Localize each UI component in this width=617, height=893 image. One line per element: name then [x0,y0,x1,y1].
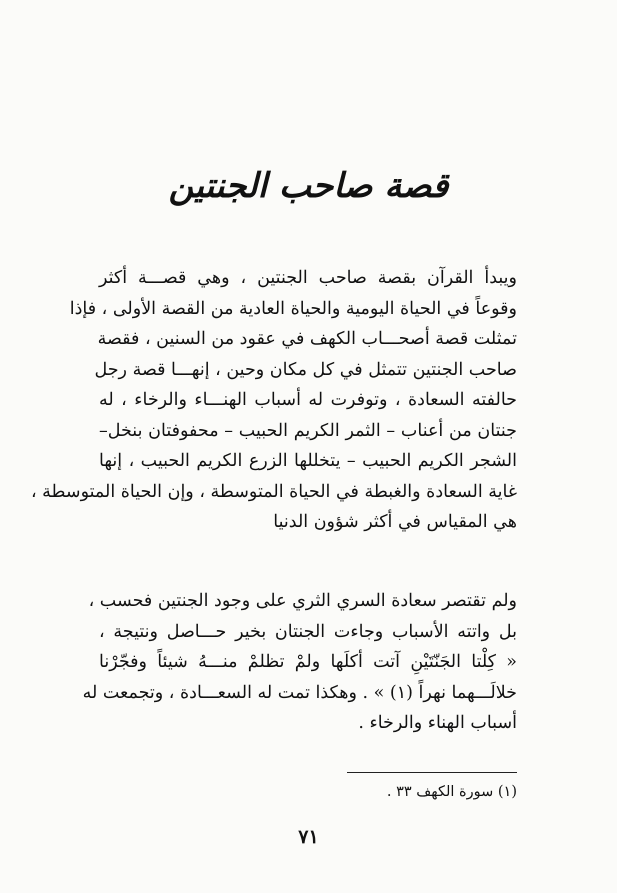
text-line: ويبدأ القرآن بقصة صاحب الجنتين ، وهي قصـــة أكثر [99,268,517,288]
text-line: جنتان من أعناب – الثمر الكريم الحبيب – محفوفتان بنخل– [99,420,517,441]
footnote-divider [347,772,517,773]
text-line: هي المقياس في أكثر شؤون الدنيا [273,512,517,532]
text-line: الشجر الكريم الحبيب – يتخللها الزرع الكريم الحبيب ، إنها [99,451,517,471]
text-line: خلالَـــهما نهراً (١) » . وهكذا تمت له السعـــادة ، وتجمعت له [82,682,517,703]
page-number: ٧١ [298,826,319,848]
text-line: وقوعاً في الحياة اليومية والحياة العادية من القصة الأولى ، فإذا [69,298,517,319]
paragraph-2 [82,586,517,739]
text-line: « كِلْتا الجَنّتَيْنِ آتت أكلَها ولمْ تظلمْ منـــهُ شيئاً وفجّرْنا [99,652,517,672]
text-line: ولم تقتصر سعادة السري الثري على وجود الجنتين فحسب ، [88,591,517,611]
text-line: صاحب الجنتين تتمثل في كل مكان وحين ، إنهـــا قصة رجل [94,359,517,380]
paragraph-1 [30,263,517,538]
text-line: غاية السعادة والغبطة في الحياة المتوسطة ، وإن الحياة المتوسطة ، [30,481,517,502]
text-line: حالفته السعادة ، وتوفرت له أسباب الهنـــاء والرخاء ، له [99,390,517,410]
text-line: بل واتته الأسباب وجاءت الجنتان بخير حـــاصل ونتيجة ، [99,621,517,642]
chapter-title: قصة صاحب الجنتين [168,166,449,206]
footnote: (١) سورة الكهف ٣٣ . [386,784,517,800]
text-line: تمثلت قصة أصحـــاب الكهف في عقود من السنين ، فقصة [97,329,517,349]
text-line: أسباب الهناء والرخاء . [358,713,517,733]
